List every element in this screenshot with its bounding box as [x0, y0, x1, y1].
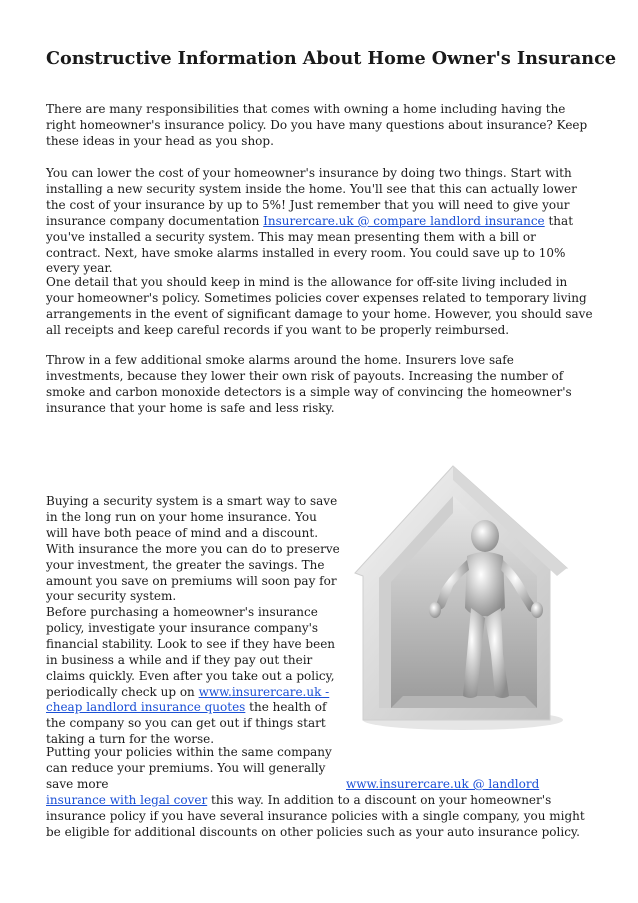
paragraph-5: [46, 494, 342, 605]
paragraph-2-text-start: You can lower the cost of your homeowner's insurance by doing two things. Start with installing a new security system inside the home. You'll see that this can actually lower the cost of your insurance by up to 5%! Just remember that you will need to give your insurance company documentation: [46, 166, 577, 228]
paragraph-1: [46, 102, 594, 150]
page-title: Constructive Information About Home Owner's Insurance: [46, 48, 617, 69]
paragraph-4-text: Throw in a few additional smoke alarms around the home. Insurers love safe investments, because they lower their own risk of payouts. Increasing the number of smoke and carbon monoxide detectors is a simple way of convincing the homeowner's insurance that your home is safe and less risky.: [46, 353, 572, 415]
paragraph-6-text-start: Before purchasing a homeowner's insurance policy, investigate your insurance company's financial stability. Look to see if they have been in business a while and if they pay out their claims quickly. Even after you take out a policy, periodically check up on: [46, 605, 336, 699]
house-icon: [345, 458, 575, 738]
paragraph-2: [46, 166, 594, 277]
paragraph-6: [46, 605, 342, 748]
paragraph-7-text: [46, 745, 594, 840]
landlord-insurance-legal-cover-link[interactable]: www.insurercare.uk @ landlord insurance with legal cover: [46, 776, 540, 807]
cheap-landlord-insurance-link[interactable]: www.insurercare.uk - cheap landlord insurance quotes: [46, 684, 330, 715]
paragraph-2-text: [46, 166, 594, 277]
paragraph-6-text: [46, 605, 342, 748]
compare-landlord-insurance-link[interactable]: Insurercare.uk @ compare landlord insurance: [263, 213, 545, 228]
paragraph-7-text-start: Putting your policies within the same company can reduce your premiums. You will generally save more: [46, 745, 332, 791]
paragraph-2-text-end: that you've installed a security system. This may mean presenting them with a bill or contract. Next, have smoke alarms installed in every room. You could save up to 10% every year.: [46, 213, 574, 276]
paragraph-7-text-end: this way. In addition to a discount on your homeowner's insurance policy if you have several insurance policies with a single company, you might be eligible for additional discounts on other policies such as your auto insurance policy.: [46, 792, 585, 839]
paragraph-7: [46, 745, 594, 840]
paragraph-3-text: One detail that you should keep in mind is the allowance for off-site living included in your homeowner's policy. Sometimes policies cover expenses related to temporary living arrangements in the event of significant damage to your home. However, you should save all receipts and keep careful records if you want to be properly reimbursed.: [46, 275, 593, 337]
paragraph-3: [46, 275, 594, 339]
paragraph-4: [46, 353, 594, 417]
paragraph-5-text: Buying a security system is a smart way to save in the long run on your home insurance. You will have both peace of mind and a discount. With insurance the more you can do to preserve your investment, the greater the savings. The amount you save on premiums will soon pay for your security system.: [46, 494, 340, 604]
paragraph-1-text: There are many responsibilities that comes with owning a home including having the right homeowner's insurance policy. Do you have many questions about insurance? Keep these ideas in your head as you shop.: [46, 102, 588, 148]
paragraph-6-text-end: the health of the company so you can get out if things start taking a turn for the worse.: [46, 700, 327, 747]
house-with-figure-illustration: [345, 458, 575, 738]
